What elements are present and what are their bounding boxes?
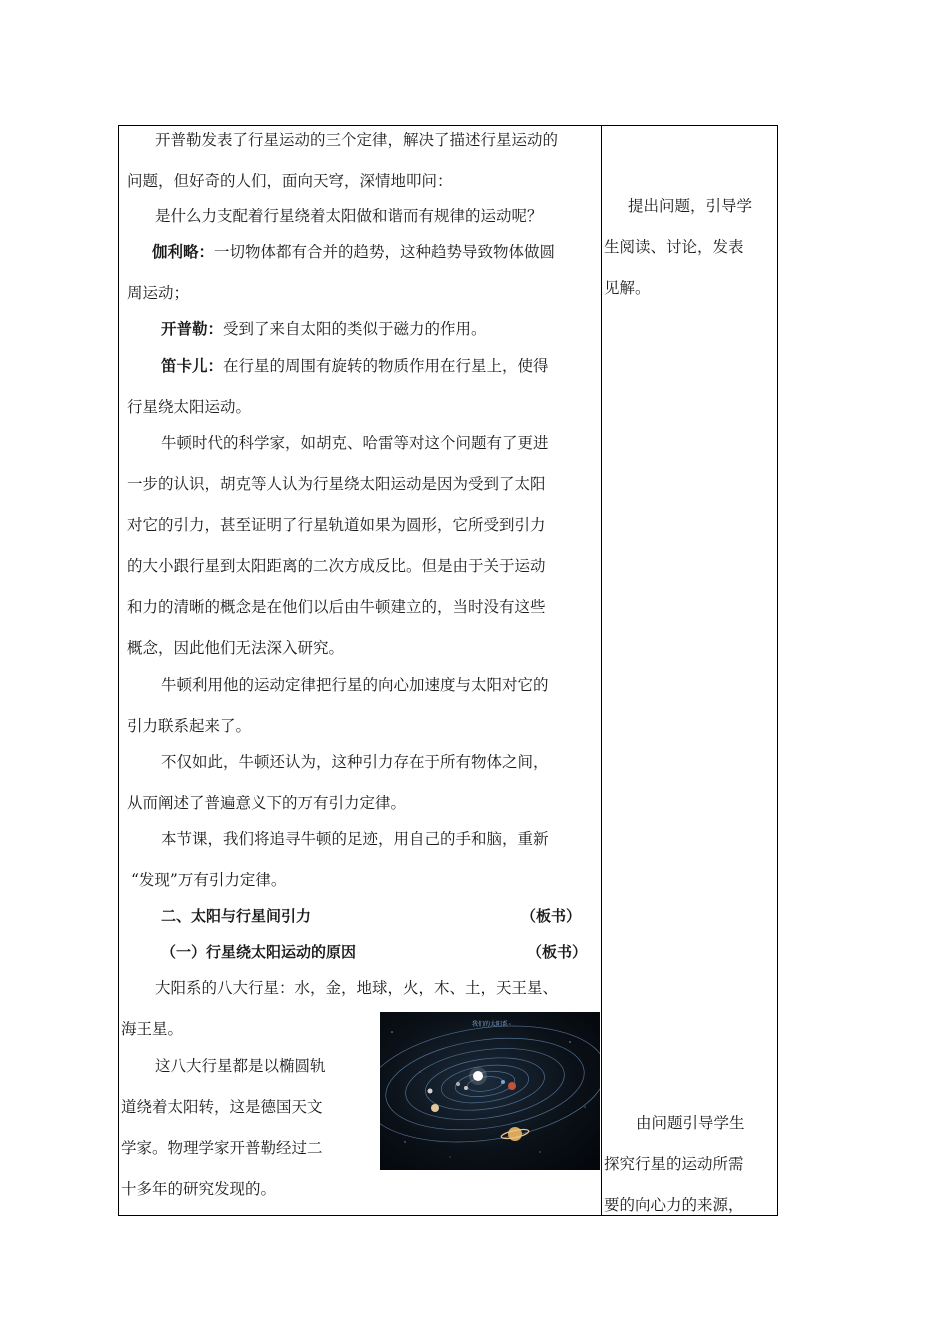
text-line: 行星绕太阳运动。 bbox=[127, 398, 252, 416]
text-line: 的大小跟行星到太阳距离的二次方成反比。但是由于关于运动 bbox=[127, 557, 546, 575]
solar-system-image bbox=[380, 1012, 600, 1170]
descartes-line bbox=[161, 356, 549, 376]
note-line: 要的向心力的来源， bbox=[604, 1196, 744, 1214]
saturn-icon bbox=[501, 1127, 530, 1141]
text-line: 海王星。 bbox=[121, 1020, 184, 1038]
text-line: 引力联系起来了。 bbox=[127, 717, 252, 735]
planet-icon bbox=[431, 1104, 439, 1112]
planet-icon bbox=[456, 1082, 460, 1086]
speaker-name: 开普勒： bbox=[161, 320, 224, 338]
text-line: 学家。物理学家开普勒经过二 bbox=[121, 1139, 323, 1157]
text-line: 道绕着太阳转，这是德国天文 bbox=[121, 1098, 323, 1116]
section-heading: 二、太阳与行星间引力 bbox=[161, 907, 312, 925]
note-line: 见解。 bbox=[604, 279, 651, 297]
note-line: 由问题引导学生 bbox=[636, 1114, 745, 1132]
note-line: 提出问题，引导学 bbox=[628, 197, 753, 215]
text-line: 牛顿时代的科学家，如胡克、哈雷等对这个问题有了更进 bbox=[161, 434, 549, 452]
speaker-text: 一切物体都有合并的趋势，这种趋势导致物体做圆 bbox=[214, 243, 556, 261]
text-line: 十多年的研究发现的。 bbox=[121, 1180, 277, 1198]
planet-icon bbox=[428, 1089, 433, 1094]
kepler-line bbox=[161, 319, 487, 339]
text-line: 不仅如此，牛顿还认为，这种引力存在于所有物体之间， bbox=[161, 753, 549, 771]
text-line: 开普勒发表了行星运动的三个定律，解决了描述行星运动的 bbox=[155, 131, 559, 149]
text-line: 和力的清晰的概念是在他们以后由牛顿建立的，当时没有这些 bbox=[127, 598, 546, 616]
speaker-name: 伽利略： bbox=[152, 243, 215, 261]
content-column bbox=[119, 126, 601, 1215]
speaker-text: 在行星的周围有旋转的物质作用在行星上，使得 bbox=[223, 357, 549, 375]
image-caption: 我们的太阳系 bbox=[471, 1021, 509, 1028]
text-line: 一步的认识，胡克等人认为行星绕太阳运动是因为受到了太阳 bbox=[127, 475, 546, 493]
text-line: 对它的引力，甚至证明了行星轨道如果为圆形，它所受到引力 bbox=[127, 516, 546, 534]
text-line: 这八大行星都是以椭圆轨 bbox=[155, 1057, 326, 1075]
galileo-line bbox=[152, 242, 555, 262]
text-line: 是什么力支配着行星绕着太阳做和谐而有规律的运动呢？ bbox=[155, 207, 543, 225]
text-line: 问题，但好奇的人们，面向天穹，深情地叩问： bbox=[127, 172, 453, 190]
text-line: 牛顿利用他的运动定律把行星的向心加速度与太阳对它的 bbox=[161, 676, 549, 694]
planet-icon bbox=[501, 1080, 505, 1084]
board-tag: （板书） bbox=[527, 943, 588, 961]
text-line: 大阳系的八大行星：水，金，地球，火，木、土，天王星、 bbox=[155, 979, 559, 997]
text-line: 从而阐述了普遍意义下的万有引力定律。 bbox=[127, 794, 407, 812]
speaker-text: 受到了来自太阳的类似于磁力的作用。 bbox=[223, 320, 487, 338]
speaker-name: 笛卡儿： bbox=[161, 357, 224, 375]
planet-icon bbox=[508, 1082, 516, 1090]
text-line: “发现”万有引力定律。 bbox=[131, 871, 287, 889]
notes-column bbox=[602, 126, 777, 1215]
subsection-heading: （一）行星绕太阳运动的原因 bbox=[161, 943, 357, 961]
text-line: 本节课，我们将追寻牛顿的足迹，用自己的手和脑，重新 bbox=[161, 830, 549, 848]
note-line: 探究行星的运动所需 bbox=[604, 1155, 744, 1173]
lesson-table bbox=[118, 125, 778, 1216]
text-line: 周运动； bbox=[127, 284, 190, 302]
note-line: 生阅读、讨论，发表 bbox=[604, 238, 744, 256]
planet-icon bbox=[464, 1086, 468, 1090]
text-line: 概念，因此他们无法深入研究。 bbox=[127, 639, 345, 657]
solar-system-illustration bbox=[380, 1012, 600, 1170]
board-tag: （板书） bbox=[521, 907, 582, 925]
